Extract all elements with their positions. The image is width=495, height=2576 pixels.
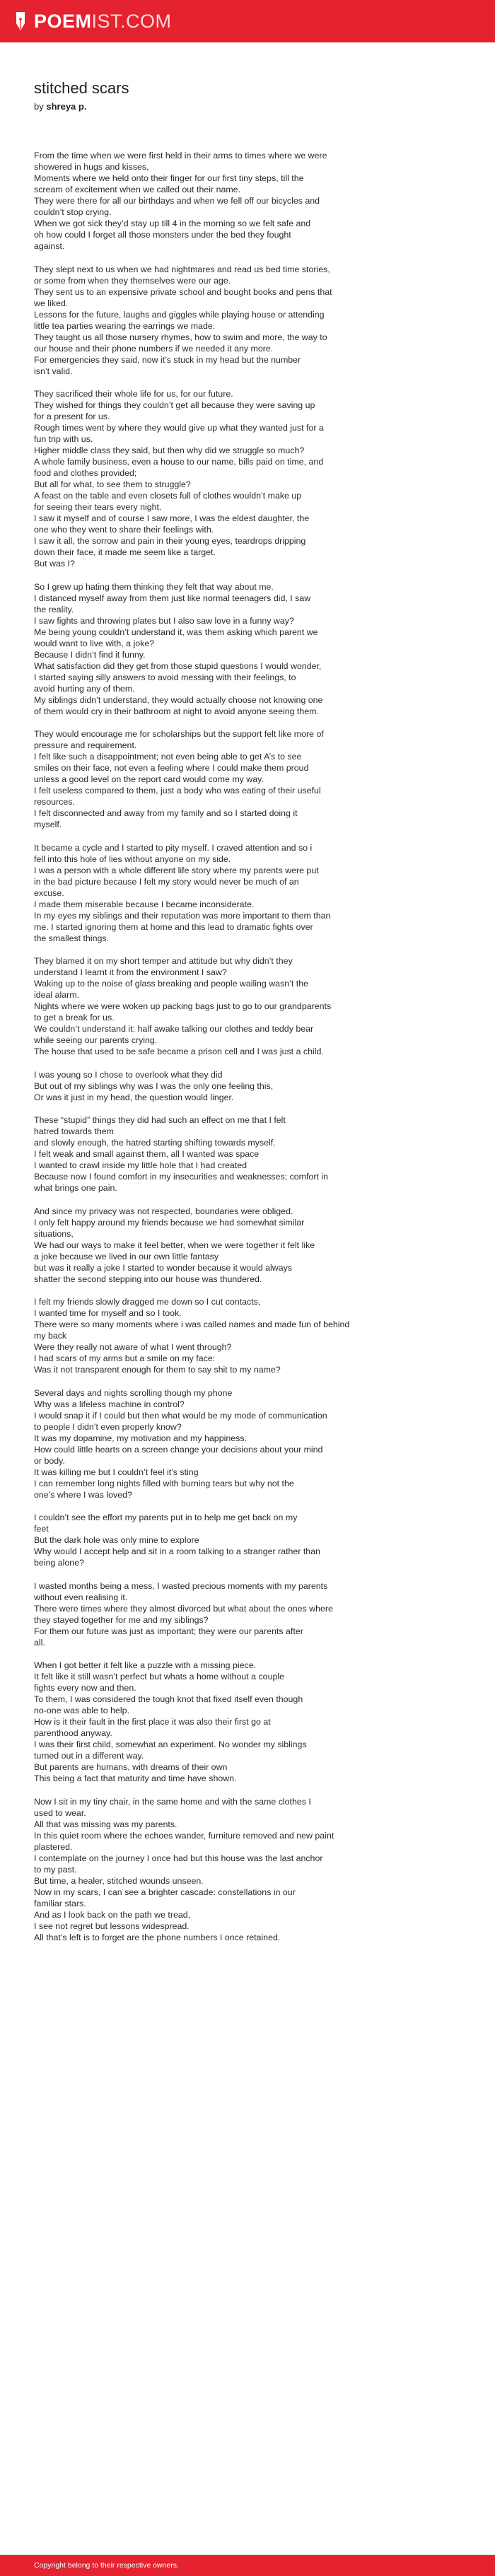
poem-line: I was young so I chose to overlook what they did (34, 1069, 223, 1080)
site-header (0, 0, 495, 42)
poem-line: To them, I was considered the tough knot that fixed itself even though (34, 1694, 303, 1704)
poem-line: of them would cry in their bathroom at night to avoid anyone seeing them. (34, 706, 319, 716)
poem-line: They blamed it on my short temper and attitude but why didn’t they (34, 956, 293, 966)
poem-line: to people I didn’t even properly know? (34, 1421, 182, 1432)
poem-line: The house that used to be safe became a prison cell and I was just a child. (34, 1047, 324, 1056)
poem-line: Now in my scars, I can see a brighter cascade: constellations in our (34, 1887, 296, 1897)
poem-line: Were they really not aware of what I went through? (34, 1342, 232, 1352)
poem-line: Why would I accept help and sit in a room talking to a stranger rather than (34, 1546, 320, 1556)
poem-line: or some from when they themselves were our age. (34, 275, 231, 286)
poem-line: Rough times went by where they would give up what they wanted just for a (34, 423, 324, 433)
poem-line: feet (34, 1524, 49, 1534)
poem-line: fights every now and then. (34, 1683, 136, 1693)
poem-stanza (34, 1660, 461, 1784)
poem-stanza (34, 1296, 461, 1375)
poem-line: They wished for things they couldn’t get all because they were saving up (34, 400, 315, 410)
poem-line: From the time when we were first held in their arms to times where we were (34, 151, 327, 161)
poem-line: We couldn’t understand it: half awake talking our clothes and teddy bear (34, 1024, 314, 1034)
poem-line: I couldn’t see the effort my parents put in to help me get back on my (34, 1513, 298, 1522)
poem-line: for seeing their tears every night. (34, 502, 162, 512)
poem-line: I saw it myself and of course I saw more, I was the eldest daughter, the (34, 513, 310, 523)
poem-stanza (34, 1796, 461, 1943)
poem-line: they stayed together for me and my siblings? (34, 1614, 209, 1625)
poem-line: Moments where we held onto their finger for our first tiny steps, till the (34, 173, 304, 183)
poem-line: Me being young couldn’t understand it, was them asking which parent we (34, 626, 318, 637)
poem-line: It was killing me but I couldn’t feel it’s sting (34, 1467, 199, 1477)
poem-stanza (34, 1069, 461, 1103)
poem-container (34, 79, 461, 1954)
poem-line: We had our ways to make it feel better, when we were together it felt like (34, 1240, 315, 1250)
poem-line: And as I look back on the path we tread, (34, 1909, 191, 1920)
poem-line: our house and their phone numbers if we needed it any more. (34, 343, 274, 354)
poem-line: being alone? (34, 1558, 84, 1568)
poem-line: the reality. (34, 604, 74, 614)
poem-line: shatter the second stepping into our house was thundered. (34, 1274, 262, 1284)
poem-line: I would snap it if I could but then what would be my mode of communication (34, 1410, 327, 1421)
poem-line: All that’s left is to forget are the phone numbers I once retained. (34, 1932, 281, 1942)
poem-line: Why was a lifeless machine in control? (34, 1399, 185, 1409)
logo-word-poem: POEM (34, 10, 92, 32)
poem-stanza (34, 728, 461, 830)
poem-stanza (34, 1206, 461, 1285)
poem-line: I saw it all, the sorrow and pain in their young eyes, teardrops dripping (34, 536, 306, 546)
poem-line: oh how could I forget all those monsters under the bed they fought (34, 230, 291, 240)
poem-line: What satisfaction did they get from those stupid questions I would wonder, (34, 660, 322, 671)
poem-line: we liked. (34, 298, 69, 308)
poem-line: Because I didn’t find it funny. (34, 649, 146, 660)
poem-line: excuse. (34, 887, 64, 898)
site-footer (0, 2555, 495, 2576)
poem-line: me. I started ignoring them at home and this lead to dramatic fights over (34, 921, 313, 932)
copyright-notice: Copyright belong to their respective owners. (34, 2561, 179, 2570)
poem-line: Higher middle class they said, but then why did we struggle so much? (34, 445, 305, 455)
poem-line: situations, (34, 1228, 74, 1239)
poem-line: So I grew up hating them thinking they felt that way about me. (34, 581, 274, 592)
poem-line: couldn’t stop crying. (34, 207, 112, 217)
poem-line: down their face, it made me seem like a target. (34, 547, 216, 557)
poem-line: I was their first child, somewhat an experiment. No wonder my siblings (34, 1739, 307, 1749)
poem-line: one’s where I was loved? (34, 1489, 132, 1500)
poem-line: There were times where they almost divorced but what about the ones where (34, 1603, 333, 1614)
poem-line: plastered. (34, 1841, 73, 1852)
poem-line: I wanted to crawl inside my little hole that I had created (34, 1160, 247, 1170)
poem-line: Was it not transparent enough for them to say shit to my name? (34, 1365, 281, 1375)
by-label: by (34, 101, 44, 112)
poem-line: while seeing our parents crying. (34, 1035, 158, 1045)
poem-line: one who they went to share their feelings with. (34, 525, 214, 535)
poem-line: How is it their fault in the first place it was also their first go at (34, 1717, 271, 1727)
poem-line: A whole family business, even a house to our name, bills paid on time, and (34, 457, 324, 467)
poem-line: used to wear. (34, 1807, 86, 1818)
poem-line: hatred towards them (34, 1126, 114, 1136)
poem-stanza (34, 264, 461, 377)
poem-line: Or was it just in my head, the question would linger. (34, 1092, 234, 1102)
poem-line: I wanted time for myself and so I took. (34, 1308, 182, 1318)
poem-line: I started saying silly answers to avoid messing with their feelings, to (34, 672, 296, 682)
poem-line: avoid hurting any of them. (34, 683, 135, 694)
poem-line: But the dark hole was only mine to explore (34, 1535, 199, 1545)
poem-line: I only felt happy around my friends because we had somewhat similar (34, 1217, 305, 1228)
poem-line: They were there for all our birthdays and when we fell off our bicycles and (34, 196, 320, 206)
logo-word-ist: IST.COM (91, 10, 172, 32)
poem-line: In this quiet room where the echoes wander, furniture removed and new paint (34, 1830, 334, 1841)
poem-stanza (34, 842, 461, 944)
poem-line: understand I learnt it from the environment I saw? (34, 967, 227, 977)
poem-line: would want to live with, a joke? (34, 638, 155, 648)
poem-line: to get a break for us. (34, 1013, 115, 1022)
poem-line: And since my privacy was not respected, boundaries were obliged. (34, 1206, 293, 1216)
poem-line: When we got sick they’d stay up till 4 in the morning so we felt safe and (34, 218, 311, 228)
poem-line: They sent us to an expensive private school and bought books and pens that (34, 286, 332, 297)
poem-line: a joke because we lived in our own little fantasy (34, 1251, 219, 1261)
poem-line: I felt disconnected and away from my family and so I started doing it (34, 808, 298, 818)
poem-line: Waking up to the noise of glass breaking and people wailing wasn’t the (34, 979, 309, 989)
poem-line: I can remember long nights filled with burning tears but why not the (34, 1478, 294, 1488)
poem-line: They would encourage me for scholarships but the support felt like more of (34, 729, 324, 739)
poem-line: resources. (34, 797, 75, 807)
poem-line: isn’t valid. (34, 366, 73, 376)
poem-line: It felt like it still wasn’t perfect but whats a home without a couple (34, 1672, 284, 1682)
pen-icon (14, 11, 27, 32)
poem-line: But parents are humans, with dreams of their own (34, 1762, 228, 1772)
poem-line: I wasted months being a mess, I wasted precious moments with my parents (34, 1580, 328, 1591)
poem-stanza (34, 1114, 461, 1194)
poem-line: Because now I found comfort in my insecurities and weaknesses; comfort in (34, 1172, 328, 1182)
poem-line: I was a person with a whole different life story where my parents were put (34, 865, 319, 875)
poem-line: Nights where we were woken up packing bags just to go to our grandparents (34, 1001, 332, 1011)
poem-line: I distanced myself away from them just like normal teenagers did, I saw (34, 593, 311, 603)
poem-line: smiles on their face, not even a feeling where I could make them proud (34, 763, 309, 773)
poem-line: A feast on the table and even closets full of clothes wouldn’t make up (34, 491, 302, 501)
logo-wordmark (34, 12, 172, 31)
poem-line: My siblings didn’t understand, they would actually choose not knowing one (34, 694, 323, 705)
poem-line: against. (34, 241, 65, 251)
poem-line: I saw fights and throwing plates but I also saw love in a funny way? (34, 615, 294, 626)
poem-line: Lessons for the future, laughs and giggles while playing house or attending (34, 309, 325, 320)
poem-line: or body. (34, 1455, 65, 1466)
poem-line: but was it really a joke I started to wonder because it would always (34, 1262, 293, 1273)
poem-line: in the bad picture because I felt my story would never be much of an (34, 876, 299, 887)
poem-line: This being a fact that maturity and time have shown. (34, 1773, 237, 1783)
poem-byline (34, 100, 461, 113)
poem-line: unless a good level on the report card would come my way. (34, 774, 264, 784)
poem-stanza (34, 955, 461, 1057)
poem-line: They taught us all those nursery rhymes, how to swim and more, the way to (34, 332, 327, 342)
poem-line: All that was missing was my parents. (34, 1819, 177, 1829)
poem-line: How could little hearts on a screen change your decisions about your mind (34, 1444, 323, 1455)
poem-line: ideal alarm. (34, 990, 80, 1000)
poem-line: I see not regret but lessons widespread. (34, 1921, 190, 1931)
poem-line: In my eyes my siblings and their reputation was more important to them than (34, 910, 331, 921)
poem-line: the smallest things. (34, 933, 110, 943)
poem-line: fun trip with us. (34, 434, 93, 444)
poem-line: turned out in a different way. (34, 1751, 144, 1761)
poem-title: stitched scars (34, 79, 129, 97)
poem-line: I felt weak and small against them, all I wanted was space (34, 1149, 260, 1159)
poem-stanza (34, 1387, 461, 1500)
poem-line: fell into this hole of lies without anyone on my side. (34, 853, 231, 864)
poem-line: These “stupid” things they did had such an effect on me that I felt (34, 1115, 286, 1125)
poem-line: It was my dopamine, my motivation and my happiness. (34, 1433, 247, 1443)
poem-line: parenthood anyway. (34, 1728, 112, 1738)
poem-line: I made them miserable because I became inconsiderate. (34, 899, 255, 909)
site-logo[interactable] (14, 11, 172, 32)
poem-line: my back (34, 1331, 67, 1341)
poem-stanza (34, 1512, 461, 1568)
poem-line: When I got better it felt like a puzzle with a missing piece. (34, 1660, 257, 1670)
poem-line: to my past. (34, 1864, 77, 1875)
poem-line: I felt my friends slowly dragged me down so I cut contacts, (34, 1297, 261, 1307)
poem-line: For them our future was just as important; they were our parents after (34, 1626, 303, 1636)
poem-stanza (34, 581, 461, 717)
poem-line: all. (34, 1637, 45, 1648)
poem-line: showered in hugs and kisses, (34, 162, 149, 172)
poem-line: for a present for us. (34, 412, 110, 421)
poem-line: Now I sit in my tiny chair, in the same home and with the same clothes I (34, 1796, 311, 1807)
poem-line: no-one was able to help. (34, 1706, 130, 1715)
poem-line: Several days and nights scrolling though my phone (34, 1387, 233, 1398)
poem-line: There were so many moments where i was called names and made fun of behind (34, 1319, 350, 1329)
poem-line: little tea parties wearing the earrings we made. (34, 320, 216, 331)
poem-line: scream of excitement when we called out their name. (34, 185, 241, 194)
poem-body (34, 150, 461, 1943)
poem-stanza (34, 1580, 461, 1648)
poem-line: pressure and requirement. (34, 740, 137, 750)
poem-line: But all for what, to see them to struggle? (34, 479, 191, 489)
poem-line: food and clothes provided; (34, 468, 137, 478)
poem-line: For emergencies they said, now it’s stuck in my head but the number (34, 354, 301, 365)
poem-line: I had scars of my arms but a smile on my face: (34, 1353, 216, 1363)
author-link[interactable]: shreya p. (46, 101, 87, 112)
poem-line: It became a cycle and I started to pity myself. I craved attention and so i (34, 842, 313, 853)
poem-stanza (34, 388, 461, 569)
poem-line: I contemplate on the journey I once had but this house was the last anchor (34, 1853, 323, 1863)
poem-line: and slowly enough, the hatred starting shifting towards myself. (34, 1138, 276, 1148)
poem-line: myself. (34, 820, 62, 829)
poem-line: familiar stars. (34, 1898, 86, 1908)
poem-line: They slept next to us when we had nightmares and read us bed time stories, (34, 264, 330, 274)
poem-stanza (34, 150, 461, 252)
poem-line: without even realising it. (34, 1592, 128, 1602)
poem-line: I felt useless compared to them, just a body who was eating of their useful (34, 786, 321, 795)
poem-line: They sacrificed their whole life for us, for our future. (34, 389, 233, 399)
poem-line: But out of my siblings why was I was the only one feeling this, (34, 1080, 274, 1091)
poem-line: I felt like such a disappointment; not even being able to get A’s to see (34, 752, 302, 762)
poem-line: what brings one pain. (34, 1183, 117, 1193)
poem-line: But was I? (34, 559, 75, 569)
poem-line: But time, a healer, stitched wounds unseen. (34, 1875, 204, 1886)
